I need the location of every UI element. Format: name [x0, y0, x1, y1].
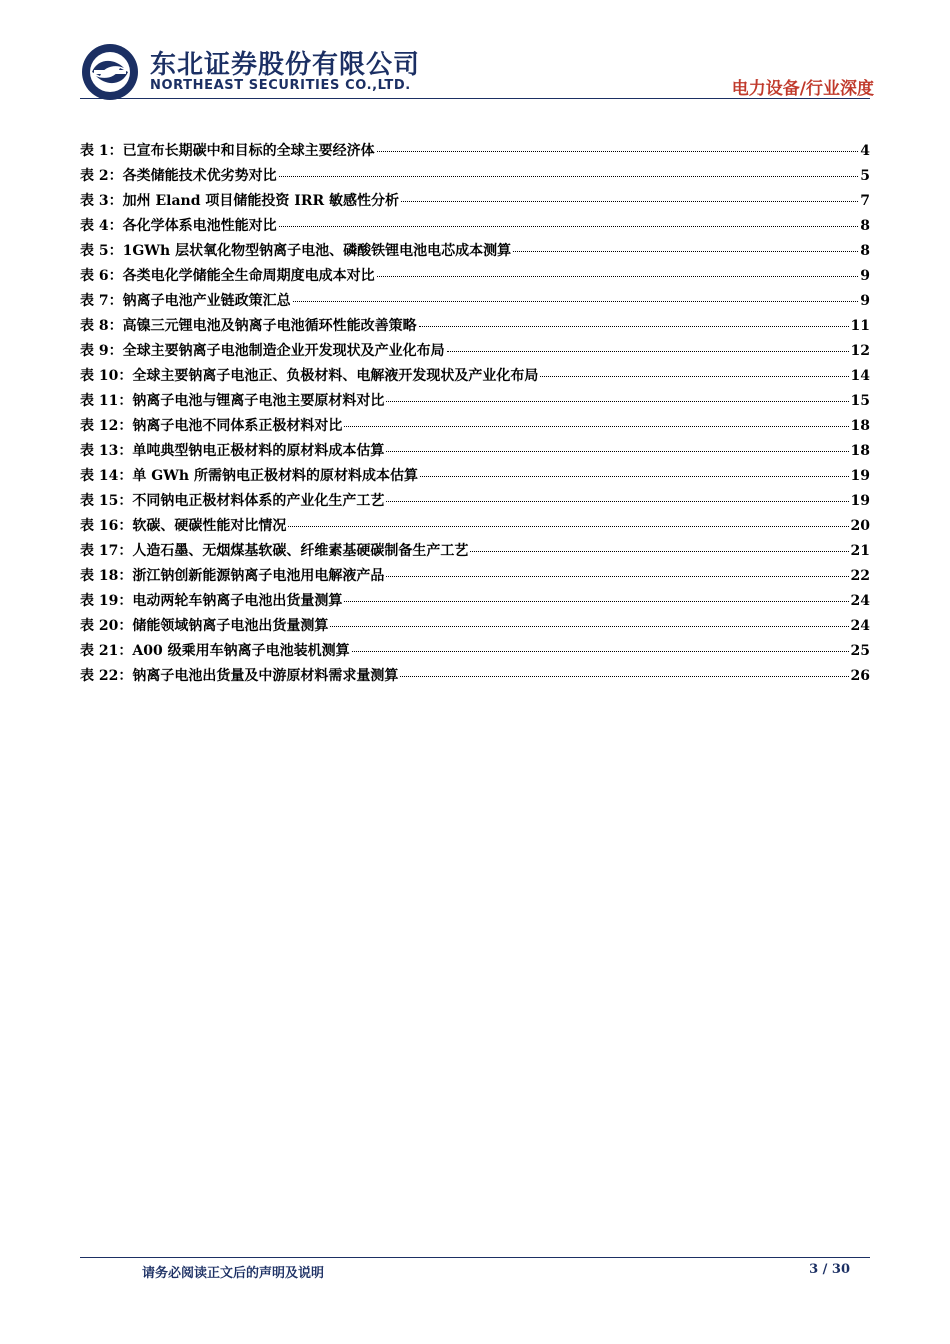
toc-leader-dots	[386, 501, 848, 502]
toc-entry[interactable]	[80, 490, 870, 515]
toc-leader-dots	[419, 326, 849, 327]
toc-entry[interactable]	[80, 540, 870, 565]
toc-entry[interactable]	[80, 590, 870, 615]
toc-entry[interactable]	[80, 215, 870, 240]
toc-entry-page: 4	[860, 143, 870, 159]
toc-leader-dots	[386, 451, 848, 452]
toc-leader-dots	[377, 276, 859, 277]
toc-leader-dots	[279, 176, 859, 177]
toc-entry-page: 5	[860, 168, 870, 184]
toc-entry-label: 表 9：全球主要钠离子电池制造企业开发现状及产业化布局	[80, 343, 445, 359]
toc-entry-label: 表 19：电动两轮车钠离子电池出货量测算	[80, 593, 343, 609]
toc-entry-label: 表 13：单吨典型钠电正极材料的原材料成本估算	[80, 443, 385, 459]
toc-entry[interactable]	[80, 290, 870, 315]
toc-entry-label: 表 18：浙江钠创新能源钠离子电池用电解液产品	[80, 568, 385, 584]
toc-entry[interactable]	[80, 340, 870, 365]
toc-entry-label: 表 12：钠离子电池不同体系正极材料对比	[80, 418, 343, 434]
toc-entry[interactable]	[80, 190, 870, 215]
toc-entry-page: 24	[850, 618, 870, 634]
toc-leader-dots	[377, 151, 859, 152]
toc-entry-page: 22	[850, 568, 870, 584]
toc-entry-page: 26	[850, 668, 870, 684]
toc-entry-label: 表 20：储能领域钠离子电池出货量测算	[80, 618, 329, 634]
toc-entry-label: 表 14：单 GWh 所需钠电正极材料的原材料成本估算	[80, 468, 418, 484]
toc-entry-page: 14	[850, 368, 870, 384]
toc-entry[interactable]	[80, 565, 870, 590]
toc-entry-label: 表 8：高镍三元锂电池及钠离子电池循环性能改善策略	[80, 318, 417, 334]
toc-entry[interactable]	[80, 365, 870, 390]
toc-leader-dots	[470, 551, 848, 552]
toc-entry-label: 表 6：各类电化学储能全生命周期度电成本对比	[80, 268, 375, 284]
toc-leader-dots	[344, 426, 848, 427]
toc-entry[interactable]	[80, 165, 870, 190]
toc-entry-page: 7	[860, 193, 870, 209]
toc-entry[interactable]	[80, 465, 870, 490]
toc-leader-dots	[279, 226, 859, 227]
toc-entry[interactable]	[80, 315, 870, 340]
toc-entry-label: 表 16：软碳、硬碳性能对比情况	[80, 518, 287, 534]
toc-entry[interactable]	[80, 615, 870, 640]
toc-leader-dots	[288, 526, 848, 527]
toc-entry[interactable]	[80, 440, 870, 465]
header-divider	[80, 98, 870, 99]
toc-entry-page: 12	[850, 343, 870, 359]
toc-leader-dots	[330, 626, 848, 627]
toc-entry-label: 表 17：人造石墨、无烟煤基软碳、纤维素基硬碳制备生产工艺	[80, 543, 469, 559]
toc-leader-dots	[420, 476, 849, 477]
toc-entry-label: 表 10：全球主要钠离子电池正、负极材料、电解液开发现状及产业化布局	[80, 368, 539, 384]
toc-entry-page: 8	[860, 243, 870, 259]
company-name-cn: 东北证券股份有限公司	[150, 50, 421, 80]
company-name-en: NORTHEAST SECURITIES CO.,LTD.	[150, 78, 411, 93]
disclaimer-note: 请务必阅读正文后的声明及说明	[142, 1266, 325, 1281]
toc-entry-label: 表 11：钠离子电池与锂离子电池主要原材料对比	[80, 393, 385, 409]
toc-entry-page: 8	[860, 218, 870, 234]
toc-leader-dots	[344, 601, 848, 602]
toc-entry-label: 表 15：不同钠电正极材料体系的产业化生产工艺	[80, 493, 385, 509]
toc-entry-page: 25	[850, 643, 870, 659]
toc-entry[interactable]	[80, 640, 870, 665]
toc-leader-dots	[540, 376, 848, 377]
toc-entry-label: 表 7：钠离子电池产业链政策汇总	[80, 293, 291, 309]
toc-entry-label: 表 5：1GWh 层状氧化物型钠离子电池、磷酸铁锂电池电芯成本测算	[80, 243, 512, 259]
toc-entry-label: 表 4：各化学体系电池性能对比	[80, 218, 277, 234]
toc-entry[interactable]	[80, 515, 870, 540]
toc-entry-page: 19	[850, 468, 870, 484]
toc-entry-page: 18	[850, 443, 870, 459]
toc-entry-page: 9	[860, 293, 870, 309]
toc-entry-page: 24	[850, 593, 870, 609]
footer-divider	[80, 1257, 870, 1258]
toc-entry-page: 11	[850, 318, 870, 334]
toc-entry-page: 18	[850, 418, 870, 434]
page-indicator: 3 / 30	[809, 1262, 850, 1277]
northeast-securities-logo-icon	[80, 42, 140, 102]
toc-entry[interactable]	[80, 140, 870, 165]
toc-entry-page: 21	[850, 543, 870, 559]
toc-entry-page: 20	[850, 518, 870, 534]
toc-leader-dots	[513, 251, 858, 252]
toc-leader-dots	[447, 351, 849, 352]
toc-leader-dots	[400, 676, 848, 677]
report-category: 电力设备/行业深度	[731, 79, 874, 99]
toc-entry-page: 9	[860, 268, 870, 284]
toc-leader-dots	[293, 301, 859, 302]
toc-entry-label: 表 2：各类储能技术优劣势对比	[80, 168, 277, 184]
page-header	[0, 0, 950, 100]
toc-entry[interactable]	[80, 665, 870, 690]
toc-entry[interactable]	[80, 390, 870, 415]
toc-leader-dots	[401, 201, 858, 202]
table-of-contents	[80, 140, 870, 690]
toc-entry[interactable]	[80, 265, 870, 290]
toc-entry-page: 15	[850, 393, 870, 409]
toc-leader-dots	[352, 651, 849, 652]
toc-entry-label: 表 3：加州 Eland 项目储能投资 IRR 敏感性分析	[80, 193, 399, 209]
toc-entry-label: 表 21：A00 级乘用车钠离子电池装机测算	[80, 643, 350, 659]
toc-entry[interactable]	[80, 240, 870, 265]
toc-entry-label: 表 22：钠离子电池出货量及中游原材料需求量测算	[80, 668, 399, 684]
toc-leader-dots	[386, 576, 848, 577]
toc-entry[interactable]	[80, 415, 870, 440]
toc-entry-label: 表 1：已宣布长期碳中和目标的全球主要经济体	[80, 143, 375, 159]
toc-entry-page: 19	[850, 493, 870, 509]
toc-leader-dots	[386, 401, 848, 402]
